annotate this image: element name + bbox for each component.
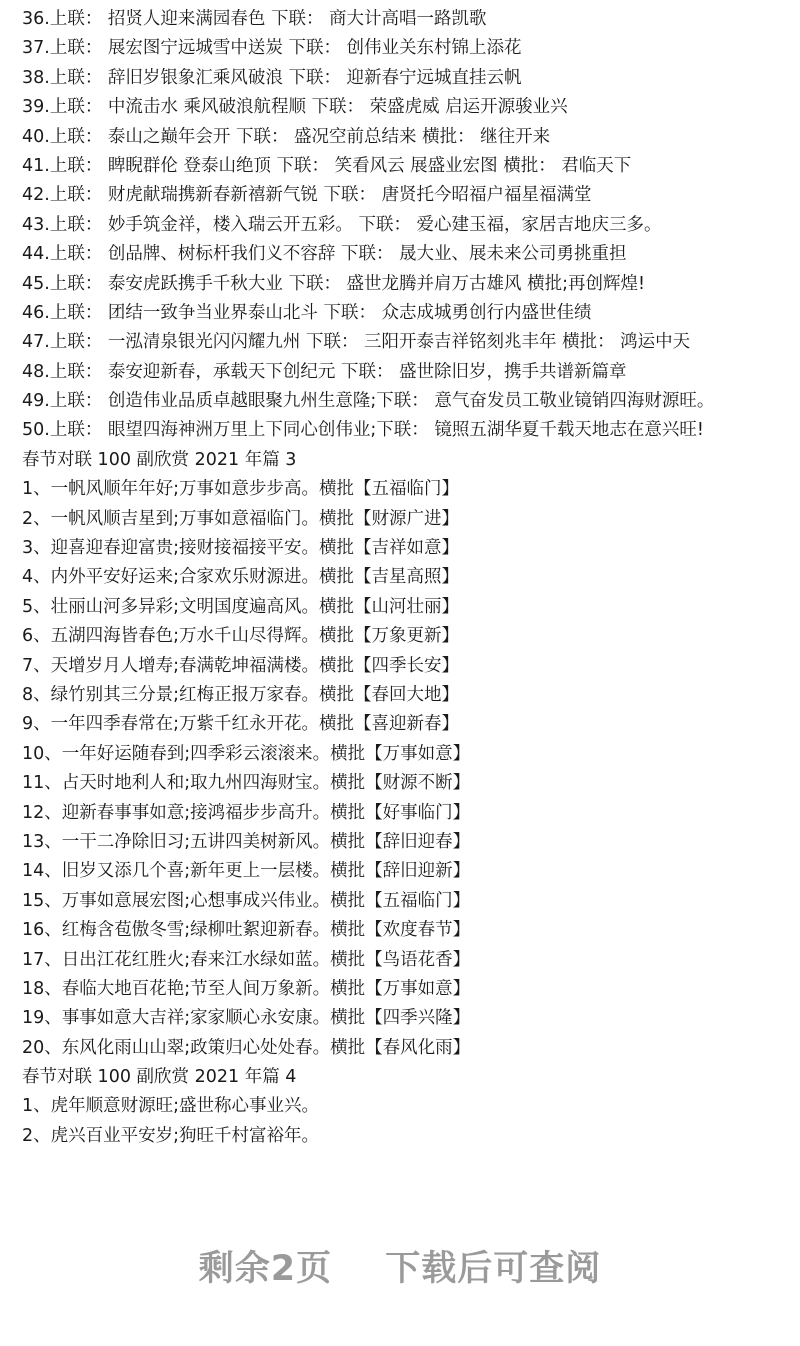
text-line: 45.上联： 泰安虎跃携手千秋大业 下联： 盛世龙腾并肩万古雄风 横批;再创辉煌! xyxy=(22,273,645,294)
text-line: 5、壮丽山河多异彩;文明国度遍高风。横批【山河壮丽】 xyxy=(22,596,460,617)
text-line: 42.上联： 财虎献瑞携新春新禧新气锐 下联： 唐贤托今昭福户福星福满堂 xyxy=(22,185,592,206)
text-line: 14、旧岁又添几个喜;新年更上一层楼。横批【辞旧迎新】 xyxy=(22,861,471,882)
text-line: 7、天增岁月人增寿;春满乾坤福满楼。横批【四季长安】 xyxy=(22,655,460,676)
text-line: 44.上联： 创品牌、树标杆我们义不容辞 下联： 晟大业、展未来公司勇挑重担 xyxy=(22,244,627,265)
text-line: 38.上联： 辞旧岁银象汇乘风破浪 下联： 迎新春宁远城直挂云帆 xyxy=(22,67,522,88)
text-line: 17、日出江花红胜火;春来江水绿如蓝。横批【鸟语花香】 xyxy=(22,949,471,970)
text-line: 13、一干二净除旧习;五讲四美树新风。横批【辞旧迎春】 xyxy=(22,831,471,852)
download-to-view-label: 下载后可查阅 xyxy=(385,1249,602,1289)
document-body xyxy=(22,5,790,1151)
text-line: 49.上联： 创造伟业品质卓越眼聚九州生意隆;下联： 意气奋发员工敬业镜销四海财源旺。 xyxy=(22,391,715,412)
text-line: 18、春临大地百花艳;节至人间万象新。横批【万事如意】 xyxy=(22,978,471,999)
text-line: 12、迎新春事事如意;接鸿福步步高升。横批【好事临门】 xyxy=(22,802,471,823)
text-line: 2、一帆风顺吉星到;万事如意福临门。横批【财源广进】 xyxy=(22,508,460,529)
download-prompt[interactable] xyxy=(0,1241,800,1291)
text-line: 48.上联： 泰安迎新春，承载天下创纪元 下联： 盛世除旧岁，携手共谱新篇章 xyxy=(22,361,627,382)
text-line: 37.上联： 展宏图宁远城雪中送炭 下联： 创伟业关东村锦上添花 xyxy=(22,38,522,59)
text-line: 1、一帆风顺年年好;万事如意步步高。横批【五福临门】 xyxy=(22,479,460,500)
text-line: 10、一年好运随春到;四季彩云滚滚来。横批【万事如意】 xyxy=(22,743,471,764)
section-heading: 春节对联 100 副欣赏 2021 年篇 3 xyxy=(22,449,297,470)
text-line: 46.上联： 团结一致争当业界泰山北斗 下联： 众志成城勇创行内盛世佳绩 xyxy=(22,302,592,323)
text-line: 39.上联： 中流击水 乘风破浪航程顺 下联： 荣盛虎威 启运开源骏业兴 xyxy=(22,97,568,118)
text-line: 4、内外平安好运来;合家欢乐财源进。横批【吉星高照】 xyxy=(22,567,460,588)
text-line: 36.上联： 招贤人迎来满园春色 下联： 商大计高唱一路凯歌 xyxy=(22,9,487,29)
text-line: 41.上联： 睥睨群伦 登泰山绝顶 下联： 笑看风云 展盛业宏图 横批： 君临天下 xyxy=(22,155,632,176)
text-line: 1、虎年顺意财源旺;盛世称心事业兴。 xyxy=(22,1096,320,1117)
text-line: 15、万事如意展宏图;心想事成兴伟业。横批【五福临门】 xyxy=(22,890,471,911)
text-line: 40.上联： 泰山之巅年会开 下联： 盛况空前总结来 横批： 继往开来 xyxy=(22,126,551,147)
text-line: 2、虎兴百业平安岁;狗旺千村富裕年。 xyxy=(22,1125,320,1146)
text-line: 9、一年四季春常在;万紫千红永开花。横批【喜迎新春】 xyxy=(22,714,460,735)
text-line: 6、五湖四海皆春色;万水千山尽得辉。横批【万象更新】 xyxy=(22,626,460,647)
text-line: 3、迎喜迎春迎富贵;接财接福接平安。横批【吉祥如意】 xyxy=(22,538,460,559)
section-heading: 春节对联 100 副欣赏 2021 年篇 4 xyxy=(22,1067,297,1088)
text-line: 20、东风化雨山山翠;政策归心处处春。横批【春风化雨】 xyxy=(22,1037,471,1058)
text-line: 47.上联： 一泓清泉银光闪闪耀九州 下联： 三阳开泰吉祥铭刻兆丰年 横批： 鸿运中天 xyxy=(22,332,691,353)
text-line: 11、占天时地利人和;取九州四海财宝。横批【财源不断】 xyxy=(22,773,471,794)
text-line: 43.上联： 妙手筑金祥，楼入瑞云开五彩。 下联： 爱心建玉福，家居吉地庆三多。 xyxy=(22,214,662,235)
text-line: 50.上联： 眼望四海神洲万里上下同心创伟业;下联： 镜照五湖华夏千载天地志在意兴旺! xyxy=(22,420,704,441)
remaining-pages-label: 剩余2页 xyxy=(198,1249,333,1289)
text-line: 16、红梅含苞傲冬雪;绿柳吐絮迎新春。横批【欢度春节】 xyxy=(22,920,471,941)
text-line: 8、绿竹别其三分景;红梅正报万家春。横批【春回大地】 xyxy=(22,684,460,705)
text-line: 19、事事如意大吉祥;家家顺心永安康。横批【四季兴隆】 xyxy=(22,1008,471,1029)
